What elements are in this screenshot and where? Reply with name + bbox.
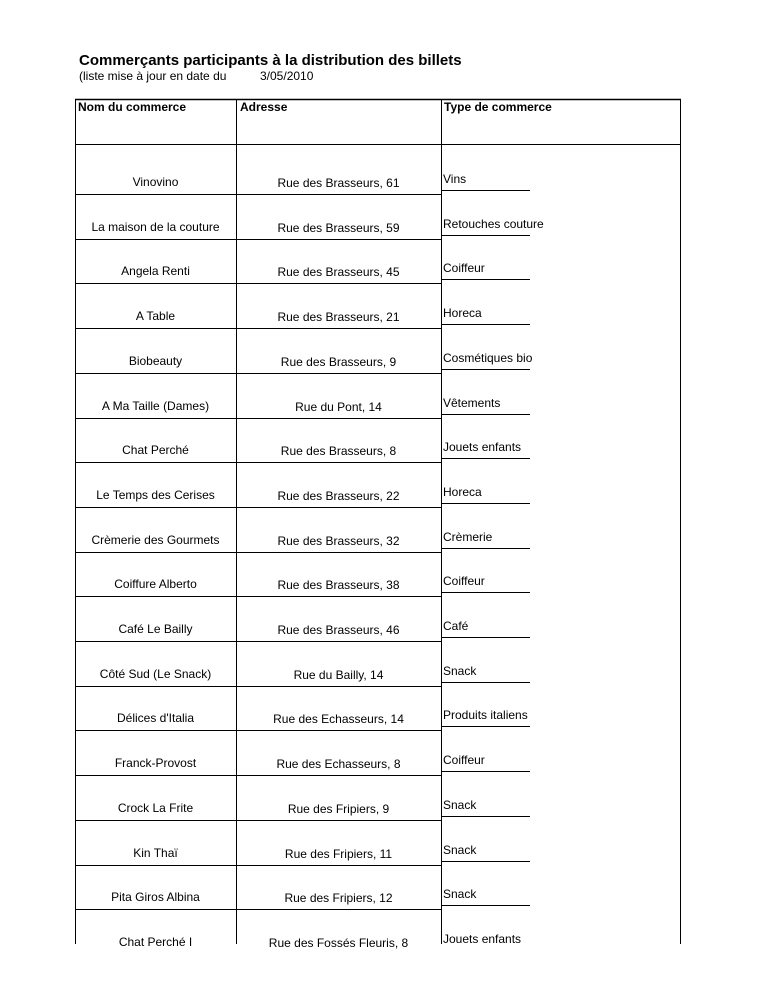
row-type: Snack: [443, 664, 477, 678]
page-title: Commerçants participants à la distribution des billets: [79, 52, 462, 69]
row-address: Rue du Bailly, 14: [293, 668, 384, 682]
row-name: Franck-Provost: [114, 756, 197, 770]
row-name: Coiffure Alberto: [114, 577, 197, 591]
row-type: Snack: [443, 887, 477, 901]
row-type: Café: [443, 619, 469, 633]
row-name: Crèmerie des Gourmets: [91, 533, 220, 547]
row-name: Crock La Frite: [117, 801, 194, 815]
row-name: Café Le Bailly: [118, 622, 193, 636]
row-address: Rue des Brasseurs, 8: [280, 444, 397, 458]
row-address: Rue des Brasseurs, 32: [277, 534, 400, 548]
row-name: La maison de la couture: [91, 220, 220, 234]
row-address: Rue des Fripiers, 9: [287, 802, 390, 816]
row-type: Coiffeur: [443, 753, 485, 767]
column-header-name: Nom du commerce: [78, 100, 187, 114]
row-address: Rue des Brasseurs, 9: [280, 355, 397, 369]
row-type: Retouches couture: [443, 217, 544, 231]
row-address: Rue des Brasseurs, 45: [277, 265, 400, 279]
column-header-type: Type de commerce: [444, 100, 552, 114]
subtitle-text: (liste mise à jour en date du: [79, 69, 227, 83]
row-address: Rue des Echasseurs, 14: [273, 712, 404, 726]
row-name: Kin Thaï: [133, 846, 178, 860]
row-name: Chat Perché I: [118, 935, 193, 949]
row-address: Rue du Pont, 14: [295, 400, 382, 414]
row-address: Rue des Brasseurs, 21: [277, 310, 400, 324]
row-type: Horeca: [443, 485, 482, 499]
row-type: Snack: [443, 798, 477, 812]
row-name: Le Temps des Cerises: [96, 488, 215, 502]
update-date: 3/05/2010: [260, 69, 314, 83]
row-type: Crèmerie: [443, 530, 493, 544]
row-address: Rue des Echasseurs, 8: [276, 757, 401, 771]
row-name: Vinovino: [132, 175, 179, 189]
row-address: Rue des Brasseurs, 38: [277, 578, 400, 592]
row-type: Coiffeur: [443, 574, 485, 588]
row-address: Rue des Brasseurs, 22: [277, 489, 400, 503]
row-name: Angela Renti: [121, 264, 190, 278]
row-type: Vêtements: [443, 396, 501, 410]
row-address: Rue des Fripiers, 11: [284, 847, 393, 861]
row-name: Pita Giros Albina: [111, 890, 200, 904]
row-type: Cosmétiques bio: [443, 351, 533, 365]
row-type: Jouets enfants: [443, 440, 522, 454]
row-type: Horeca: [443, 306, 482, 320]
row-name: A Ma Taille (Dames): [101, 399, 210, 413]
row-address: Rue des Brasseurs, 59: [277, 221, 400, 235]
row-address: Rue des Fossés Fleuris, 8: [268, 936, 409, 950]
row-name: Délices d'Italia: [117, 711, 194, 725]
row-type: Coiffeur: [443, 261, 485, 275]
row-type: Jouets enfants: [443, 932, 522, 946]
row-address: Rue des Brasseurs, 61: [277, 176, 400, 190]
row-type: Vins: [443, 172, 467, 186]
row-name: A Table: [135, 309, 176, 323]
row-type: Produits italiens: [443, 708, 528, 722]
row-type: Snack: [443, 843, 477, 857]
column-header-address: Adresse: [240, 100, 288, 114]
row-name: Côté Sud (Le Snack): [99, 667, 212, 681]
row-address: Rue des Fripiers, 12: [284, 891, 393, 905]
row-name: Biobeauty: [128, 354, 183, 368]
row-address: Rue des Brasseurs, 46: [277, 623, 400, 637]
row-name: Chat Perché: [122, 443, 189, 457]
